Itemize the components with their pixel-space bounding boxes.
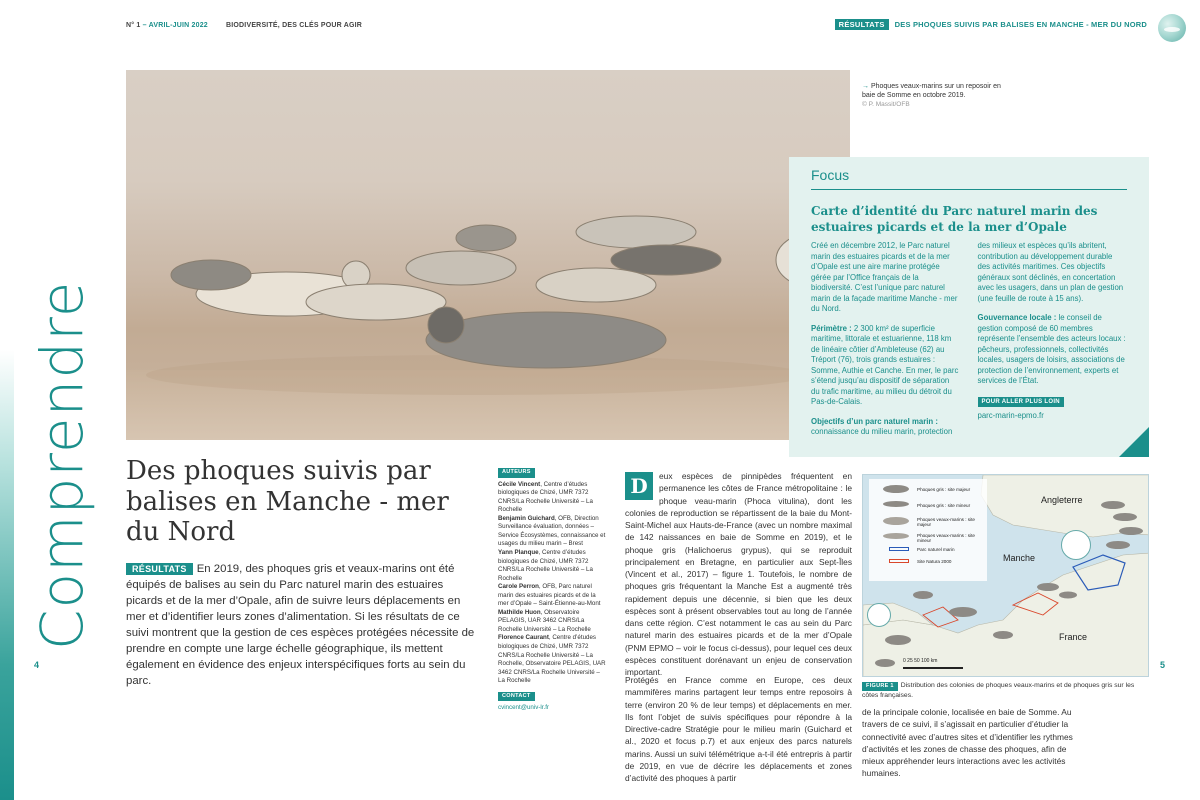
- focus-corner-icon: [1119, 427, 1149, 457]
- legend-swatch-park: [889, 547, 909, 551]
- map-label-france: France: [1059, 632, 1088, 642]
- lead-text: En 2019, des phoques gris et veaux-marins ont été équipés de balises au sein du Parc naturel marin des estuaires picards et de la mer d’Opale, afin de suivre leurs déplacements en mer et d’identifier leurs zones d’alimentation. Si les résultats de ce suivi montrent que la gestion de ces espèces protégées nécessite de prendre en compte une large échelle géographique, ils mettent également en évidence des enjeux interspécifiques forts au sein du parc.: [126, 563, 475, 687]
- author-affiliation: , Centre d’études biologiques de Chizé, UMR 7372 CNRS/La Rochelle Université – La Rochelle, Observatoire PELAGIS, UAR 3462 CNRS/La Rochelle Université – La Rochelle: [498, 634, 606, 685]
- author-entry: [498, 481, 608, 515]
- photo-caption: [862, 82, 1002, 110]
- map-label-manche: Manche: [1003, 553, 1036, 563]
- more-tag: POUR ALLER PLUS LOIN: [978, 397, 1064, 407]
- page-number-right: 5: [1160, 660, 1166, 670]
- magazine-logo-icon: [1158, 14, 1186, 42]
- author-affiliation: , Centre d’études biologiques de Chizé, UMR 7372 CNRS/La Rochelle Université – La Rochelle: [498, 480, 593, 514]
- legend-swatch-harbour-minor: [883, 533, 909, 539]
- distribution-map: [862, 474, 1149, 677]
- issue-label: [126, 22, 208, 29]
- author-affiliation: , Centre d’études biologiques de Chizé, UMR 7372 CNRS/La Rochelle Université – La Rochelle: [498, 548, 593, 582]
- legend-swatch-harbour-major: [883, 517, 909, 525]
- author-name: Mathilde Huon: [498, 608, 541, 616]
- legend-swatch-grey-minor: [883, 501, 909, 507]
- issue-date: – AVRIL-JUIN 2022: [140, 22, 208, 29]
- park-website-link[interactable]: parc-marin-epmo.fr: [977, 410, 1044, 420]
- map-scale: 0 25 50 100 km: [903, 658, 938, 664]
- map-legend: [869, 479, 987, 581]
- body-paragraph-2: Protégés en France comme en Europe, ces deux mammifères marins partagent leur temps entre reposoirs à terre (environ 20 % de leur temps) et déplacements en mer. Ils font l’objet de suivis spécifiques pour répondre à la Directive-cadre Stratégie pour le milieu marin (Guichard et al., 2020 et focus p.7) et aux enjeux des parcs naturels marins. Aussi un suivi télémétrique a-t-il été entrepris à partir de 2019, en vue de décrire les déplacements et zones d’activité des phoques à partir: [625, 675, 852, 784]
- focus-title: Carte d’identité du Parc naturel marin des estuaires picards et de la mer d’Opale: [811, 204, 1098, 234]
- lead-tag: RÉSULTATS: [126, 563, 193, 575]
- focus-perimetre: [811, 324, 960, 408]
- perimetre-text: 2 300 km² de superficie maritime, littorale et estuarienne, 118 km de linéaire côtier d’Ambleteuse (62) au Tréport (76), trois grands estuaires : Somme, Authie et Canche. En mer, le parc s’étend jusqu’au dispositif de séparation du trafic maritime, au milieu du détroit du Pas-de-Calais.: [811, 323, 959, 407]
- author-entry: [498, 609, 608, 635]
- article-title: Des phoques suivis par balises en Manche - mer du Nord: [126, 456, 449, 548]
- author-affiliation: , OFB, Direction Surveillance évaluation, données – Service Écosystèmes, connaissance et usages du milieu marin – Brest: [498, 514, 606, 548]
- seal-group: [171, 212, 850, 368]
- author-entry: [498, 634, 608, 685]
- authors-block: [498, 468, 608, 713]
- figure-caption: [862, 681, 1149, 701]
- legend-item: Parc naturel marin: [917, 547, 955, 552]
- author-affiliation: , OFB, Parc naturel marin des estuaires picards et de la mer d’Opale – Saint-Étienne-au-Mont: [498, 583, 601, 608]
- author-name: Cécile Vincent: [498, 480, 541, 488]
- author-entry: [498, 515, 608, 549]
- author-entry: [498, 583, 608, 609]
- author-entry: [498, 549, 608, 583]
- focus-intro: Créé en décembre 2012, le Parc naturel marin des estuaires picards et de la mer d’Opale est une aire marine protégée gérée par l’Office français de la biodiversité. C’est l’unique parc naturel marin de la façade maritime Manche - mer du Nord.: [811, 241, 958, 314]
- map-label-angleterre: Angleterre: [1041, 495, 1083, 505]
- drop-cap: D: [625, 472, 653, 500]
- body-paragraph-3: de la principale colonie, localisée en baie de Somme. Au travers de ce suivi, il s’agissait en particulier d’étudier la connectivité avec d’autres sites et d’identifier les rythmes d’activités et les zones de chasse des phoques, afin de mieux appréhender leurs interactions avec les activités humaines.: [862, 707, 1073, 779]
- legend-item: Phoques gris : site mineur: [917, 503, 971, 508]
- body-text-1: eux espèces de pinnipèdes fréquentent en permanence les côtes de France métropolitaine : le phoque veau-marin (Phoca vitulina), dont les colonies de reproduction se répartissent de la baie du Mont-Saint-Michel aux Hauts-de-France (avec un nombre maximal de 142 naissances en baie de Somme en 2019), et le phoque gris (Halichoerus grypus), qui se reproduit principalement en Bretagne, en particulier aux Sept-Îles (Vincent et al., 2017) – figure 1. Toutefois, le nombre de phoques gris fréquentant la Manche Est a augmenté très rapidement depuis une décennie, si bien que les deux espèces sont à présent observables tout au long de l’année dans cette région. C’est notamment le cas au sein du Parc naturel marin des estuaires picards et de la mer d’Opale (PNM EPMO – voir le focus ci-dessus), pour lequel ces deux espèces constituent dorénavant un enjeu de conservation important.: [625, 471, 852, 678]
- issue-number: N° 1: [126, 22, 141, 29]
- legend-item: Phoques veaux-marins : site majeur: [917, 517, 975, 528]
- focus-column-2: [978, 241, 1127, 447]
- legend-swatch-natura: [889, 559, 909, 563]
- focus-gouvernance: [978, 313, 1127, 387]
- legend-swatch-grey-major: [883, 485, 909, 493]
- author-affiliation: , Observatoire PELAGIS, UAR 3462 CNRS/La Rochelle Université – La Rochelle: [498, 608, 591, 633]
- author-name: Carole Perron: [498, 583, 539, 591]
- ofb-logo-icon: [867, 603, 891, 627]
- figure-caption-text: Distribution des colonies de phoques veaux-marins et de phoques gris sur les côtes françaises.: [862, 682, 1135, 700]
- focus-objectifs: [811, 417, 960, 438]
- legend-item: Phoques gris : site majeur: [917, 487, 971, 492]
- photo-credit: © P. Massit/OFB: [862, 100, 910, 108]
- seals-photo: [126, 70, 850, 440]
- gouvernance-label: Gouvernance locale :: [977, 313, 1057, 323]
- legend-item: Site Natura 2000: [917, 559, 952, 564]
- gradient-band: [0, 350, 14, 800]
- author-name: Yann Planque: [498, 548, 539, 556]
- article-lead: [126, 562, 476, 690]
- focus-columns: [811, 241, 1126, 447]
- section-tag: RÉSULTATS: [835, 19, 889, 30]
- caption-text: Phoques veaux-marins sur un reposoir en baie de Somme en octobre 2019.: [862, 83, 1001, 100]
- figure-tag: FIGURE 1: [862, 682, 898, 691]
- perimetre-label: Périmètre :: [811, 323, 852, 333]
- objectifs-label: Objectifs d’un parc naturel marin :: [811, 416, 938, 426]
- author-name: Florence Caurant: [498, 634, 549, 642]
- park-logo-icon: [1061, 530, 1091, 560]
- body-paragraph-1: [625, 470, 852, 679]
- contact-email-link[interactable]: cvincent@univ-lr.fr: [498, 704, 549, 712]
- section-title: DES PHOQUES SUIVIS PAR BALISES EN MANCHE - MER DU NORD: [894, 20, 1147, 29]
- caption-arrow-icon: →: [862, 83, 871, 90]
- authors-tag: AUTEURS: [498, 468, 535, 478]
- contact-block: [498, 692, 608, 713]
- gouvernance-text: le conseil de gestion composé de 60 membres représente l’ensemble des acteurs locaux : pêcheurs, professionnels, collectivités locales, usagers de loisirs, associations de protection de l’environnement, experts et services de l’État.: [977, 313, 1126, 386]
- rubric-title: Comprendre: [28, 280, 96, 650]
- focus-box: [789, 157, 1149, 457]
- focus-col2-intro: des milieux et espèces qu’ils abritent, contribution au développement durable des activités maritimes. Ces objectifs généraux sont déclinés, en concertation avec les usagers, dans un plan de gestion (une feuille de route à 15 ans).: [977, 241, 1124, 303]
- running-head: [835, 19, 1147, 30]
- focus-column-1: [811, 241, 960, 447]
- legend-item: Phoques veaux-marins : site mineur: [917, 533, 975, 544]
- objectifs-text: connaissance du milieu marin, protection: [811, 427, 953, 437]
- page-number-left: 4: [34, 660, 40, 670]
- focus-label: Focus: [811, 167, 1127, 190]
- magazine-title: BIODIVERSITÉ, DES CLÉS POUR AGIR: [226, 22, 363, 29]
- contact-tag: CONTACT: [498, 692, 535, 702]
- author-name: Benjamin Guichard: [498, 514, 555, 522]
